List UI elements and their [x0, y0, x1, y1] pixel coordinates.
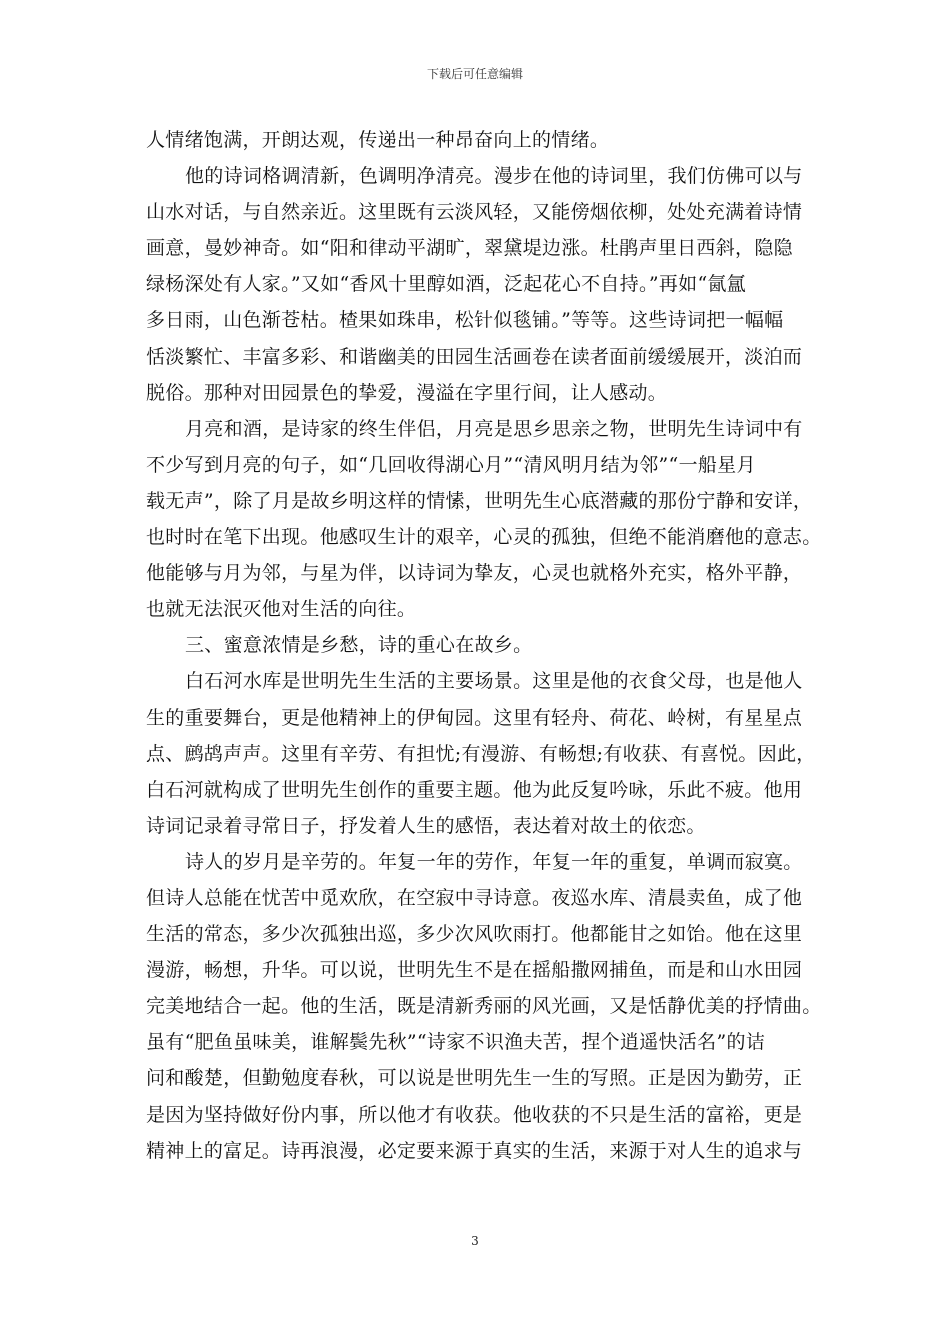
text-line: 生活的常态，多少次孤独出巡，多少次风吹雨打。他都能甘之如饴。他在这里	[146, 923, 803, 946]
text-line: 多日雨，山色渐苍枯。楂果如珠串，松针似毯铺。”等等。这些诗词把一幅幅	[146, 309, 784, 332]
text-line: 月亮和酒，是诗家的终生伴侣，月亮是思乡思亲之物，世明先生诗词中有	[185, 417, 803, 440]
document-body	[146, 122, 822, 1169]
text-line: 精神上的富足。诗再浪漫，必定要来源于真实的生活，来源于对人生的追求与	[146, 1139, 803, 1162]
text-line: 漫游，畅想，升华。可以说，世明先生不是在摇船撒网捕鱼，而是和山水田园	[146, 959, 803, 982]
text-line: 诗人的岁月是辛劳的。年复一年的劳作，年复一年的重复，单调而寂寞。	[185, 850, 803, 873]
text-line: 虽有“肥鱼虽味美，谁解鬓先秋”“诗家不识渔夫苦，捏个逍遥快活名”的诘	[146, 1031, 766, 1054]
text-line: 不少写到月亮的句子，如“几回收得湖心月”“清风明月结为邻”“一船星月	[146, 453, 756, 476]
text-line: 完美地结合一起。他的生活，既是清新秀丽的风光画，又是恬静优美的抒情曲。	[146, 995, 822, 1018]
text-line: 但诗人总能在忧苦中觅欢欣，在空寂中寻诗意。夜巡水库、清晨卖鱼，成了他	[146, 886, 803, 909]
text-line: 点、鹧鸪声声。这里有辛劳、有担忧;有漫游、有畅想;有收获、有喜悦。因此，	[146, 742, 816, 765]
text-line: 载无声”，除了月是故乡明这样的情愫，世明先生心底潜藏的那份宁静和安详，	[146, 489, 813, 512]
text-line: 也就无法泯灭他对生活的向往。	[146, 598, 417, 621]
text-line: 诗词记录着寻常日子，抒发着人生的感悟，表达着对故土的依恋。	[146, 814, 706, 837]
text-line: 人情绪饱满，开朗达观，传递出一种昂奋向上的情绪。	[146, 129, 610, 151]
text-line: 恬淡繁忙、丰富多彩、和谐幽美的田园生活画卷在读者面前缓缓展开，淡泊而	[146, 345, 803, 368]
text-line: 是因为坚持做好份内事，所以他才有收获。他收获的不只是生活的富裕，更是	[146, 1103, 803, 1126]
text-line: 也时时在笔下出现。他感叹生计的艰辛，心灵的孤独，但绝不能消磨他的意志。	[146, 526, 822, 549]
text-line: 生的重要舞台，更是他精神上的伊甸园。这里有轻舟、荷花、岭树，有星星点	[146, 706, 803, 729]
page-number: 3	[471, 1234, 479, 1248]
text-line: 白石河水库是世明先生生活的主要场景。这里是他的衣食父母，也是他人	[185, 670, 803, 693]
text-line: 问和酸楚，但勤勉度春秋，可以说是世明先生一生的写照。正是因为勤劳，正	[146, 1067, 803, 1090]
text-line: 三、蜜意浓情是乡愁，诗的重心在故乡。	[185, 634, 533, 657]
text-line: 脱俗。那种对田园景色的挚爱，漫溢在字里行间，让人感动。	[146, 381, 668, 404]
text-line: 山水对话，与自然亲近。这里既有云淡风轻，又能傍烟依柳，处处充满着诗情	[146, 201, 803, 224]
page-header: 下载后可任意编辑	[426, 67, 523, 81]
text-line: 白石河就构成了世明先生创作的重要主题。他为此反复吟咏，乐此不疲。他用	[146, 778, 803, 801]
text-line: 他能够与月为邻，与星为伴，以诗词为挚友，心灵也就格外充实，格外平静，	[146, 562, 803, 585]
text-line: 画意，曼妙神奇。如“阳和律动平湖旷，翠黛堤边涨。杜鹃声里日西斜，隐隐	[146, 237, 793, 260]
text-line: 他的诗词格调清新，色调明净清亮。漫步在他的诗词里，我们仿佛可以与	[185, 165, 803, 188]
text-line: 绿杨深处有人家。”又如“香风十里醇如酒，泛起花心不自持。”再如“氤氲	[146, 273, 747, 296]
